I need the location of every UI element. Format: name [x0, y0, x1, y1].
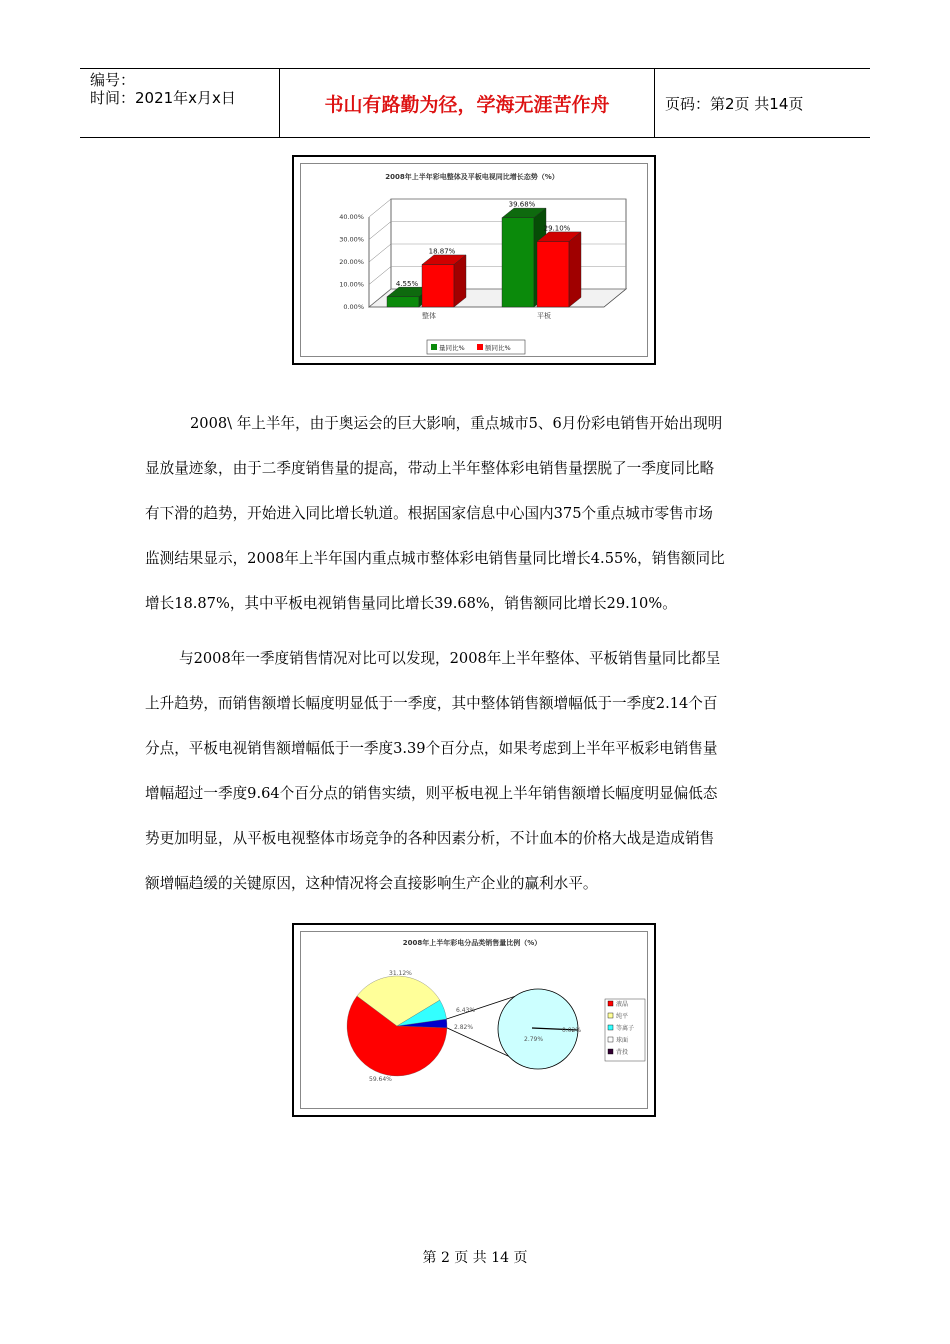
bar-front: [387, 297, 419, 307]
legend-swatch: [477, 344, 483, 350]
slice-label: 6.43%: [456, 1007, 476, 1014]
data-label: 4.55%: [395, 279, 419, 288]
text-line: 上升趋势，而销售额增长幅度明显低于一季度，其中整体销售额增幅低于一季度2.14个百: [145, 695, 718, 712]
pie-chart: [294, 925, 654, 1115]
gridline: [369, 199, 391, 217]
time-label: 时间：2021年x月x日: [90, 89, 236, 107]
text-line: 增长18.87%，其中平板电视销售量同比增长39.68%，销售额同比增长29.10%。: [145, 595, 677, 612]
y-tick-label: 30.00%: [339, 235, 364, 244]
legend-swatch: [431, 344, 437, 350]
header-meta: [80, 69, 280, 137]
data-label: 39.68%: [508, 200, 536, 209]
data-label: 29.10%: [543, 224, 571, 233]
text-line: 分点，平板电视销售额增幅低于一季度3.39个百分点，如果考虑到上半年平板彩电销售量: [145, 740, 718, 757]
gridline: [369, 222, 391, 240]
legend-swatch: [608, 1049, 613, 1054]
text-line: 额增幅趋缓的关键原因，这种情况将会直接影响生产企业的赢利水平。: [145, 875, 598, 892]
legend-label: 背投: [616, 1049, 629, 1056]
text-line: 有下滑的趋势，开始进入同比增长轨道。根据国家信息中心国内375个重点城市零售市场: [145, 505, 713, 522]
serial-label: 编号：: [90, 71, 136, 89]
x-tick-label: 整体: [422, 312, 436, 320]
header-motto: 书山有路勤为径，学海无涯苦作舟: [280, 69, 655, 137]
y-tick-label: 0.00%: [343, 303, 364, 311]
slice-label: 2.82%: [454, 1024, 474, 1031]
legend-label: 球面: [616, 1037, 629, 1044]
bar-side: [569, 232, 581, 307]
slice-label: 31.12%: [389, 970, 412, 977]
bar-front: [502, 218, 534, 307]
text-line: 显放量迹象，由于二季度销售量的提高，带动上半年整体彩电销售量摆脱了一季度同比略: [145, 460, 715, 477]
bar-chart: [294, 157, 654, 363]
legend-swatch: [608, 1025, 613, 1030]
bar: [422, 255, 466, 307]
pie-chart-frame: [292, 923, 656, 1117]
legend-swatch: [608, 1013, 613, 1018]
legend-swatch: [608, 1001, 613, 1006]
chart-title: 2008年上半年彩电分品类销售量比例（%）: [402, 939, 542, 947]
header-page-label: 页码：第2页 共14页: [665, 94, 804, 113]
legend-label: 额同比%: [485, 344, 511, 352]
page-footer: 第 2 页 共 14 页: [422, 1250, 528, 1266]
y-tick-label: 20.00%: [339, 258, 364, 266]
text-line: 与2008年一季度销售情况对比可以发现，2008年上半年整体、平板销售量同比都呈: [179, 650, 721, 667]
legend-label: 等离子: [616, 1025, 635, 1032]
page-header: [80, 68, 870, 138]
bar-front: [422, 265, 454, 307]
y-tick-label: 40.00%: [339, 213, 364, 221]
gridline: [369, 267, 391, 285]
text-line: 增幅超过一季度9.64个百分点的销售实绩，则平板电视上半年销售额增长幅度明显偏低态: [145, 785, 718, 802]
paragraph-2: [145, 636, 805, 906]
slice-label: 2.79%: [524, 1036, 544, 1043]
legend-label: 纯平: [616, 1013, 629, 1020]
text-line: 势更加明显，从平板电视整体市场竞争的各种因素分析，不计血本的价格大战是造成销售: [145, 830, 715, 847]
gridline: [369, 244, 391, 262]
legend-swatch: [608, 1037, 613, 1042]
legend-label: 液晶: [616, 1001, 629, 1008]
bar-chart-frame: [292, 155, 656, 365]
text-line: 监测结果显示，2008年上半年国内重点城市整体彩电销售量同比增长4.55%，销售额同比: [145, 550, 725, 567]
chart-title: 2008年上半年彩电整体及平板电视同比增长态势（%）: [385, 173, 559, 181]
slice-label: 59.64%: [369, 1076, 392, 1083]
bar: [537, 232, 581, 307]
x-tick-label: 平板: [537, 312, 551, 320]
paragraph-1: [145, 401, 805, 626]
slice-label: 0.02%: [562, 1027, 582, 1034]
y-tick-label: 10.00%: [339, 280, 364, 289]
data-label: 18.87%: [428, 247, 456, 256]
legend-label: 量同比%: [439, 344, 465, 352]
bar-front: [537, 242, 569, 307]
text-line: 2008\ 年上半年，由于奥运会的巨大影响，重点城市5、6月份彩电销售开始出现明: [190, 415, 723, 432]
